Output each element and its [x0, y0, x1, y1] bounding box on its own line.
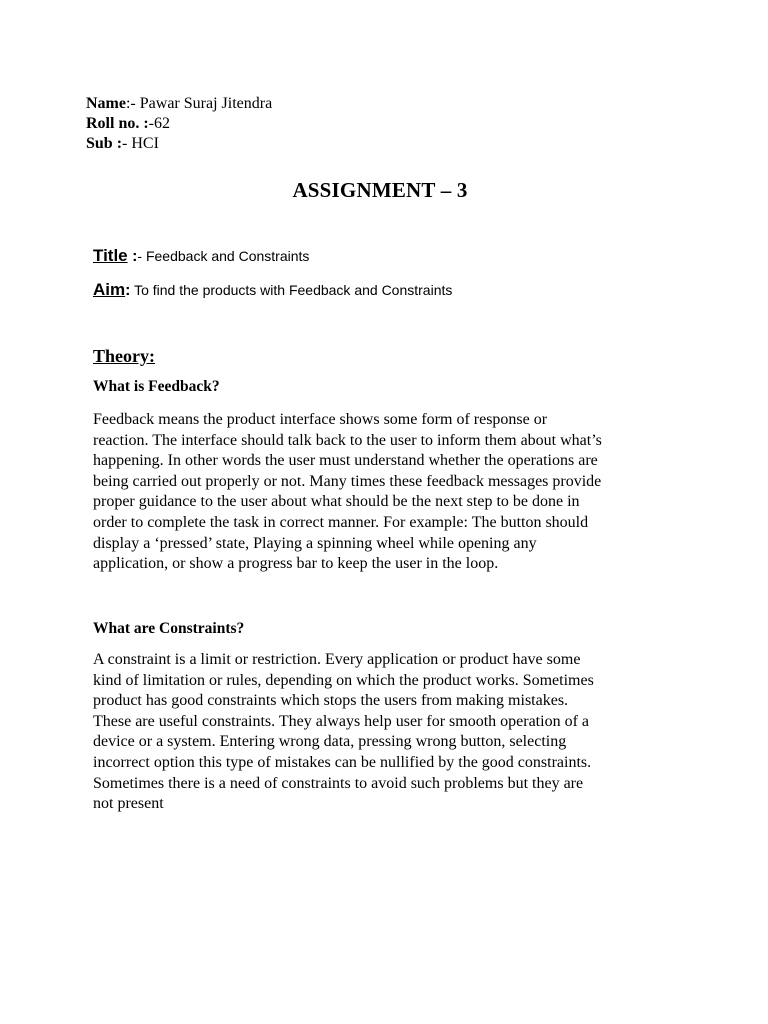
roll-label: Roll no. : [86, 115, 149, 132]
aim-label: Aim [93, 280, 126, 299]
paragraph-line: A constraint is a limit or restriction. Every application or product have some [93, 651, 581, 668]
title-row [93, 246, 309, 266]
paragraph-line: happening. In other words the user must understand whether the operations are [93, 452, 598, 470]
subject-value: - HCI [122, 135, 159, 152]
paragraph-line: Sometimes there is a need of constraints to avoid such problems but they are [93, 774, 584, 792]
aim-value: To find the products with Feedback and Constraints [130, 282, 453, 298]
paragraph-line: being carried out properly or not. Many times these feedback messages provide [93, 472, 602, 490]
feedback-heading: What is Feedback? [93, 378, 220, 395]
feedback-paragraph [93, 410, 663, 575]
paragraph-line: These are useful constraints. They always help user for smooth operation of a [93, 712, 589, 730]
paragraph-line: not present [93, 795, 164, 813]
title-label: Title [93, 246, 128, 265]
paragraph-line: Feedback means the product interface shows some form of response or [93, 411, 548, 428]
paragraph-line: device or a system. Entering wrong data, pressing wrong button, selecting [93, 733, 567, 751]
aim-separator: : [125, 282, 131, 299]
paragraph-line: reaction. The interface should talk back to the user to inform them about what’s [93, 431, 602, 449]
paragraph-line: kind of limitation or rules, depending on which the product works. Sometimes [93, 671, 594, 689]
paragraph-line: proper guidance to the user about what should be the next step to be done in [93, 493, 580, 511]
aim-row [93, 280, 452, 300]
paragraph-line: incorrect option this type of mistakes can be nullified by the good constraints. [93, 753, 592, 771]
constraints-heading: What are Constraints? [93, 620, 245, 637]
name-value: :- Pawar Suraj Jitendra [125, 95, 273, 112]
paragraph-line: product has good constraints which stops the users from making mistakes. [93, 692, 569, 710]
title-value: - Feedback and Constraints [137, 248, 310, 264]
student-info [86, 94, 272, 154]
theory-heading: Theory: [93, 346, 155, 366]
title-separator: : [127, 248, 138, 265]
assignment-title-text: ASSIGNMENT – 3 [292, 178, 468, 202]
name-label: Name [86, 95, 126, 112]
constraints-paragraph [93, 650, 663, 815]
paragraph-line: application, or show a progress bar to keep the user in the loop. [93, 555, 499, 573]
assignment-title [0, 178, 768, 203]
subject-label: Sub : [86, 135, 123, 152]
subject-line [86, 134, 272, 154]
roll-value: -62 [148, 115, 170, 132]
name-line [86, 94, 272, 114]
roll-line [86, 114, 272, 134]
paragraph-line: order to complete the task in correct manner. For example: The button should [93, 513, 589, 531]
paragraph-line: display a ‘pressed’ state, Playing a spinning wheel while opening any [93, 534, 537, 552]
